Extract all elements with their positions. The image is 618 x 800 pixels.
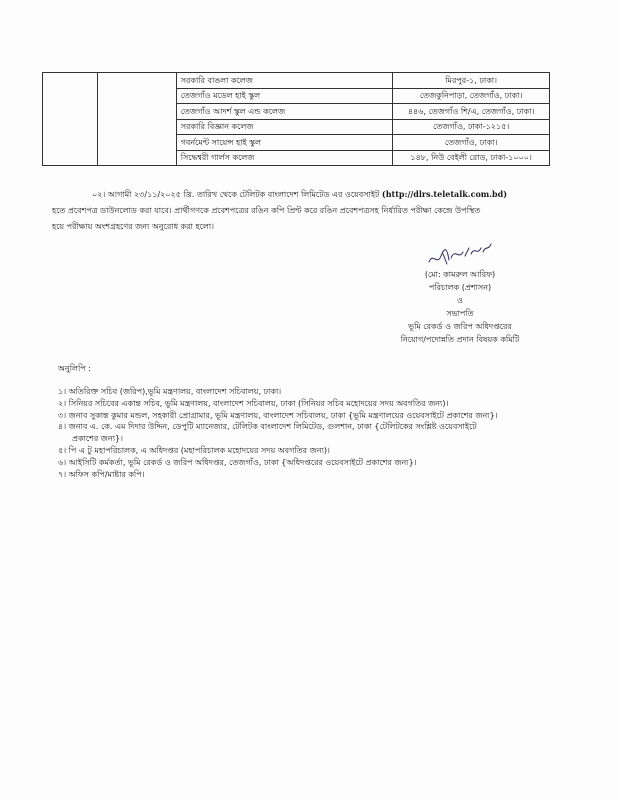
list-item: ১। অতিরিক্ত সচিব (জরিপ),ভূমি মন্ত্রণালয়, বাংলাদেশ সচিবালয়, ঢাকা। [58,387,282,396]
signatory-committee: নিয়োগ/পদোন্নতি প্রদান বিষয়ক কমিটি [400,335,520,344]
signatory-name: (মো: কামরুল আরিফ) [424,270,496,279]
center-name: তেজগাঁও মডেল হাই স্কুল [176,88,393,104]
center-address: তেজগাঁও, ঢাকা-১২১৫। [393,119,550,135]
center-name: গবর্নমেন্ট সায়েন্স হাই স্কুল [176,135,393,151]
admit-card-paragraph [52,186,572,235]
center-name: তেজগাঁও আদর্শ স্কুল এন্ড কলেজ [176,104,393,120]
list-item: ৩। জনাব সুকান্ত কুমার মন্ডল, সহকারী প্রোগ্রামার, ভূমি মন্ত্রণালয়, বাংলাদেশ সচিবালয়, ঢাকা {ভূমি মন্ত্রণালয়ের ওয়েবসাইটে প্রকাশের জন্য}। [58,410,498,420]
center-address: তেজগাঁও, ঢাকা। [393,135,550,151]
copies-heading: অনুলিপি : [58,364,91,373]
paragraph-text: ০২। আগামী ২৩/১১/২০২৫ খ্রি. তারিখ থেকে টেলিটক বাংলাদেশ লিমিটেড এর ওয়েবসাইট [92,190,382,199]
list-item: ৫। পি এ টু মহাপরিচালক, এ অধিদপ্তর (মহাপরিচালক মহোদয়ের সদয় অবগতির জন্য)। [58,445,330,455]
copies-list [58,386,578,480]
list-item: ৬। আইসিটি কর্মকর্তা, ভূমি রেকর্ড ও জরিপ অধিদপ্তর, তেজগাঁও, ঢাকা {অধিদপ্তরের ওয়েবসাইটে প্রকাশের জন্য}। [58,457,417,467]
website-link[interactable]: (http://dlrs.teletalk.com.bd) [381,189,508,199]
center-name: সরকারি বিজ্ঞান কলেজ [176,119,393,135]
center-name: সরকারি বাঙলা কলেজ [176,73,393,89]
list-item: ২। সিনিয়র সচিবের একান্ত সচিব, ভূমি মন্ত্রণালয়, বাংলাদেশ সচিবালয়, ঢাকা (সিনিয়র সচিব মহোদয়ের সদয় অবগতির জন্য)। [58,398,449,408]
handwritten-signature-icon [425,238,495,268]
signatory-office: ভূমি রেকর্ড ও জরিপ অধিদপ্তরের [408,322,512,331]
list-item: ৭। অফিস কপি/মাষ্টার কপি। [58,469,145,479]
group-cell [97,73,176,166]
serial-cell [43,73,98,166]
list-item-continuation: প্রকাশের জন্য}। [72,434,123,444]
signatory-designation: পরিচালক (প্রশাসন) [428,283,492,292]
center-address: ৪৪৬, তেজগাঁও শি/এ, তেজগাঁও, ঢাকা। [393,104,550,120]
paragraph-line-2: হতে প্রবেশপত্র ডাউনলোড করা যাবে। প্রার্থীগণকে প্রবেশপত্রের রঙিন কপি প্রিন্ট করে রঙিন প্রবেশপত্রসহ নির্ধারিত পরীক্ষা কেন্দ্রে উপস্থিত [52,206,481,215]
center-address: মিরপুর-১, ঢাকা। [393,73,550,89]
center-name: সিদ্ধেশ্বরী গার্লস কলেজ [176,150,393,166]
signatory-block [370,268,550,346]
paragraph-line-1 [52,186,572,203]
signatory-and: ও [457,296,463,305]
signatory-role: সভাপতি [446,309,474,318]
center-address: ১৪৮, নিউ বেইলী রোড, ঢাকা-১০০০। [393,150,550,166]
table-row [43,73,550,89]
center-address: তেজকুনিপাড়া, তেজগাঁও, ঢাকা। [393,88,550,104]
paragraph-line-3: হয়ে পরীক্ষায় অংশগ্রহণের জন্য অনুরোধ করা হলো। [52,222,215,231]
list-item: ৪। জনাব এ. কে. এম দিদার উদ্দিন, ডেপুটি ম্যানেজার, টেলিটক বাংলাদেশ লিমিটেড, গুলশান, ঢাকা {টেলিটকের সংশ্লিষ্ট ওয়েবসাইটে [58,422,477,432]
exam-centers-table [42,72,550,166]
